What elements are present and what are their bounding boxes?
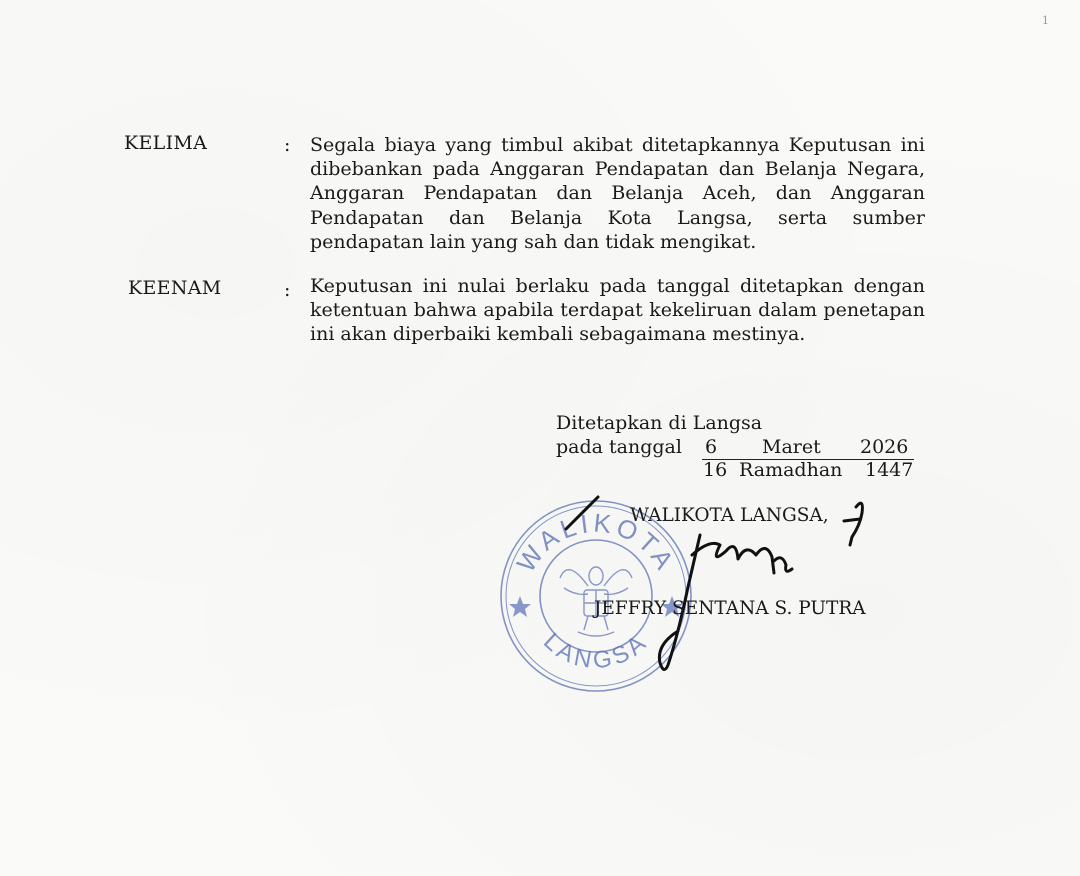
date-year: 2026 xyxy=(860,436,909,458)
article-colon-keenam: : xyxy=(284,279,291,301)
hijri-day: 16 xyxy=(703,459,728,481)
official-title: WALIKOTA LANGSA, xyxy=(630,505,829,526)
date-day: 6 xyxy=(705,436,718,458)
stamp-top-text: WALIKOTA xyxy=(510,507,682,578)
page-mark: 1 xyxy=(1042,14,1049,27)
stamp-bottom-text: LANGSA xyxy=(538,627,654,675)
official-name: JEFFRY SENTANA S. PUTRA xyxy=(594,598,866,619)
handwritten-signature xyxy=(560,495,880,675)
article-colon-kelima: : xyxy=(284,134,291,156)
date-month: Maret xyxy=(762,436,821,458)
date-label: pada tanggal xyxy=(556,436,682,458)
article-label-keenam: KEENAM xyxy=(128,277,222,299)
article-label-kelima: KELIMA xyxy=(124,132,208,154)
article-body-kelima: Segala biaya yang timbul akibat ditetapkannya Keputusan ini dibebankan pada Anggaran Pendapatan dan Belanja Negara, Anggaran Pendapatan dan Belanja Aceh, dan Anggaran Pendapatan dan Belanja Kota Langsa, serta sumber pendapatan lain yang sah dan tidak mengikat. xyxy=(310,134,925,253)
article-body-keenam: Keputusan ini nulai berlaku pada tanggal ditetapkan dengan ketentuan bahwa apabila terdapat kekeliruan dalam penetapan ini akan diperbaiki kembali sebagaimana mestinya. xyxy=(310,275,925,346)
place-line: Ditetapkan di Langsa xyxy=(556,412,763,434)
hijri-year: 1447 xyxy=(865,459,914,481)
hijri-month: Ramadhan xyxy=(739,459,843,481)
